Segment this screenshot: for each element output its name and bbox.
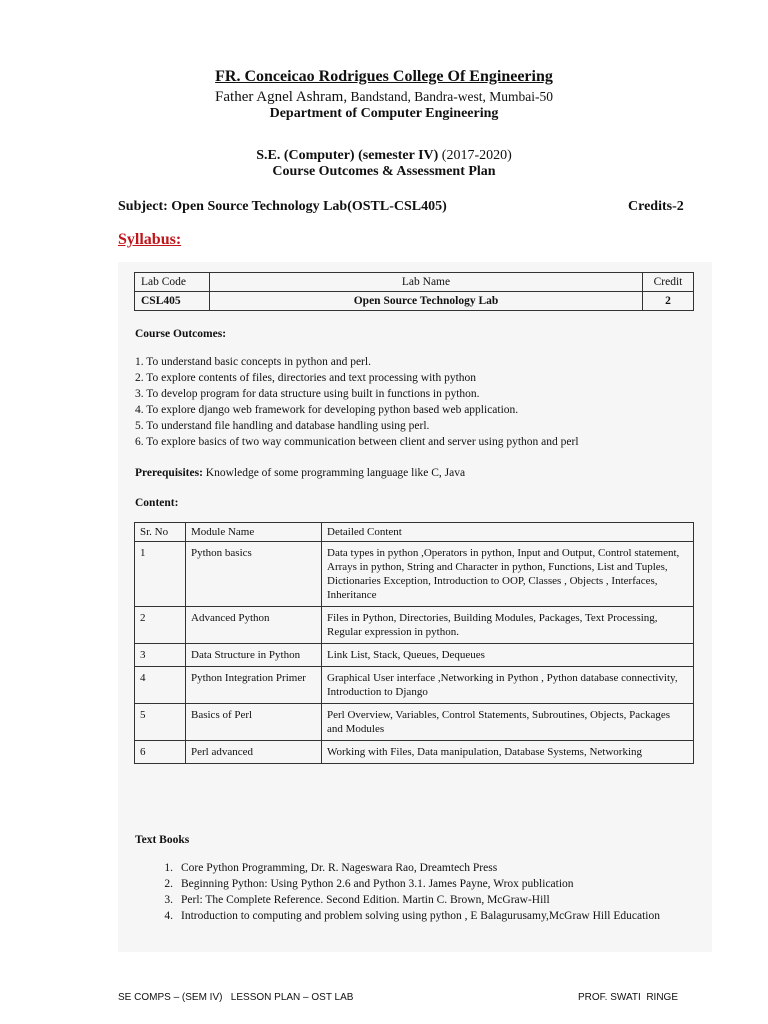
lab-table (134, 272, 694, 311)
lab-table-header (135, 273, 694, 292)
subject-label: Subject: Open Source Technology Lab(OSTL-CSL405) (118, 199, 447, 214)
content-title: Content: (135, 497, 179, 509)
syllabus-heading: Syllabus: (118, 231, 182, 248)
book-text: Perl: The Complete Reference. Second Edition. Martin C. Brown, McGraw-Hill (181, 894, 550, 906)
address-lead: Father Agnel Ashram, (215, 89, 348, 105)
prerequisites-label: Prerequisites: (135, 467, 203, 479)
lab-name: Open Source Technology Lab (210, 292, 643, 311)
outcome-item: 3. To develop program for data structure using built in functions in python. (135, 388, 480, 400)
module-name: Python Integration Primer (186, 667, 322, 704)
prerequisites-text: Knowledge of some programming language like C, Java (202, 467, 466, 479)
lab-code: CSL405 (135, 292, 210, 311)
module-name: Perl advanced (186, 741, 322, 764)
detailed-content: Link List, Stack, Queues, Dequeues (322, 644, 694, 667)
book-number: 2. (164, 878, 173, 890)
academic-years: (2017-2020) (441, 148, 512, 163)
lab-code-header: Lab Code (135, 273, 210, 292)
content-table (134, 522, 694, 764)
outcome-item: 1. To understand basic concepts in python and perl. (135, 356, 371, 368)
credits-label: Credits-2 (628, 199, 684, 214)
course-outcomes-list (135, 354, 579, 450)
prerequisites (135, 467, 465, 479)
book-number: 3. (164, 894, 173, 906)
table-row (135, 741, 694, 764)
list-item (135, 876, 661, 892)
sr-no: 5 (135, 704, 186, 741)
plan-title: Course Outcomes & Assessment Plan (272, 164, 496, 179)
module-name-header: Module Name (186, 523, 322, 542)
course-outcomes-title: Course Outcomes: (135, 328, 227, 340)
detailed-content: Data types in python ,Operators in python, Input and Output, Control statement, Arrays in python, String and Character in python, Functions, List and Tuples, Dictionaries Exception, Introduction to OOP, Classes , Objects , Interfaces, Inheritance (322, 542, 694, 607)
table-row (135, 704, 694, 741)
list-item (135, 860, 661, 876)
college-name: FR. Conceicao Rodrigues College Of Engineering (215, 68, 553, 85)
module-name: Data Structure in Python (186, 644, 322, 667)
sr-no: 3 (135, 644, 186, 667)
credit-header: Credit (643, 273, 694, 292)
sr-no-header: Sr. No (135, 523, 186, 542)
sr-no: 6 (135, 741, 186, 764)
syllabus-scan (118, 262, 712, 952)
sr-no: 1 (135, 542, 186, 607)
outcome-item: 4. To explore django web framework for developing python based web application. (135, 404, 519, 416)
department-name: Department of Computer Engineering (269, 106, 499, 121)
sr-no: 4 (135, 667, 186, 704)
detailed-content-header: Detailed Content (322, 523, 694, 542)
list-item (135, 892, 661, 908)
detailed-content: Files in Python, Directories, Building Modules, Packages, Text Processing, Regular expression in python. (322, 607, 694, 644)
book-text: Introduction to computing and problem solving using python , E Balagurusamy,McGraw Hill Education (181, 910, 660, 922)
detailed-content: Graphical User interface ,Networking in Python , Python database connectivity, Introduction to Django (322, 667, 694, 704)
table-row (135, 607, 694, 644)
outcome-item: 6. To explore basics of two way communication between client and server using python and perl (135, 436, 579, 448)
lab-table-row (135, 292, 694, 311)
sr-no: 2 (135, 607, 186, 644)
list-item (135, 908, 661, 924)
outcome-item: 2. To explore contents of files, directories and text processing with python (135, 372, 477, 384)
footer-left: SE COMPS – (SEM IV) LESSON PLAN – OST LAB (118, 992, 354, 1003)
detailed-content: Perl Overview, Variables, Control Statements, Subroutines, Objects, Packages and Modules (322, 704, 694, 741)
content-table-header (135, 523, 694, 542)
book-text: Beginning Python: Using Python 2.6 and Python 3.1. James Payne, Wrox publication (181, 878, 574, 890)
book-text: Core Python Programming, Dr. R. Nageswara Rao, Dreamtech Press (181, 862, 498, 874)
table-row (135, 644, 694, 667)
table-row (135, 542, 694, 607)
lab-credit: 2 (643, 292, 694, 311)
lab-name-header: Lab Name (210, 273, 643, 292)
footer-right: PROF. SWATI RINGE (578, 992, 679, 1003)
book-number: 1. (164, 862, 173, 874)
detailed-content: Working with Files, Data manipulation, Database Systems, Networking (322, 741, 694, 764)
semester-label: S.E. (Computer) (semester IV) (256, 148, 439, 163)
semester-line (0, 148, 768, 164)
text-books-list (135, 860, 661, 924)
module-name: Basics of Perl (186, 704, 322, 741)
outcome-item: 5. To understand file handling and database handling using perl. (135, 420, 430, 432)
address-rest: Bandstand, Bandra-west, Mumbai-50 (347, 89, 553, 104)
college-address (0, 89, 768, 106)
book-number: 4. (164, 910, 173, 922)
module-name: Python basics (186, 542, 322, 607)
text-books-title: Text Books (135, 834, 190, 846)
module-name: Advanced Python (186, 607, 322, 644)
table-row (135, 667, 694, 704)
